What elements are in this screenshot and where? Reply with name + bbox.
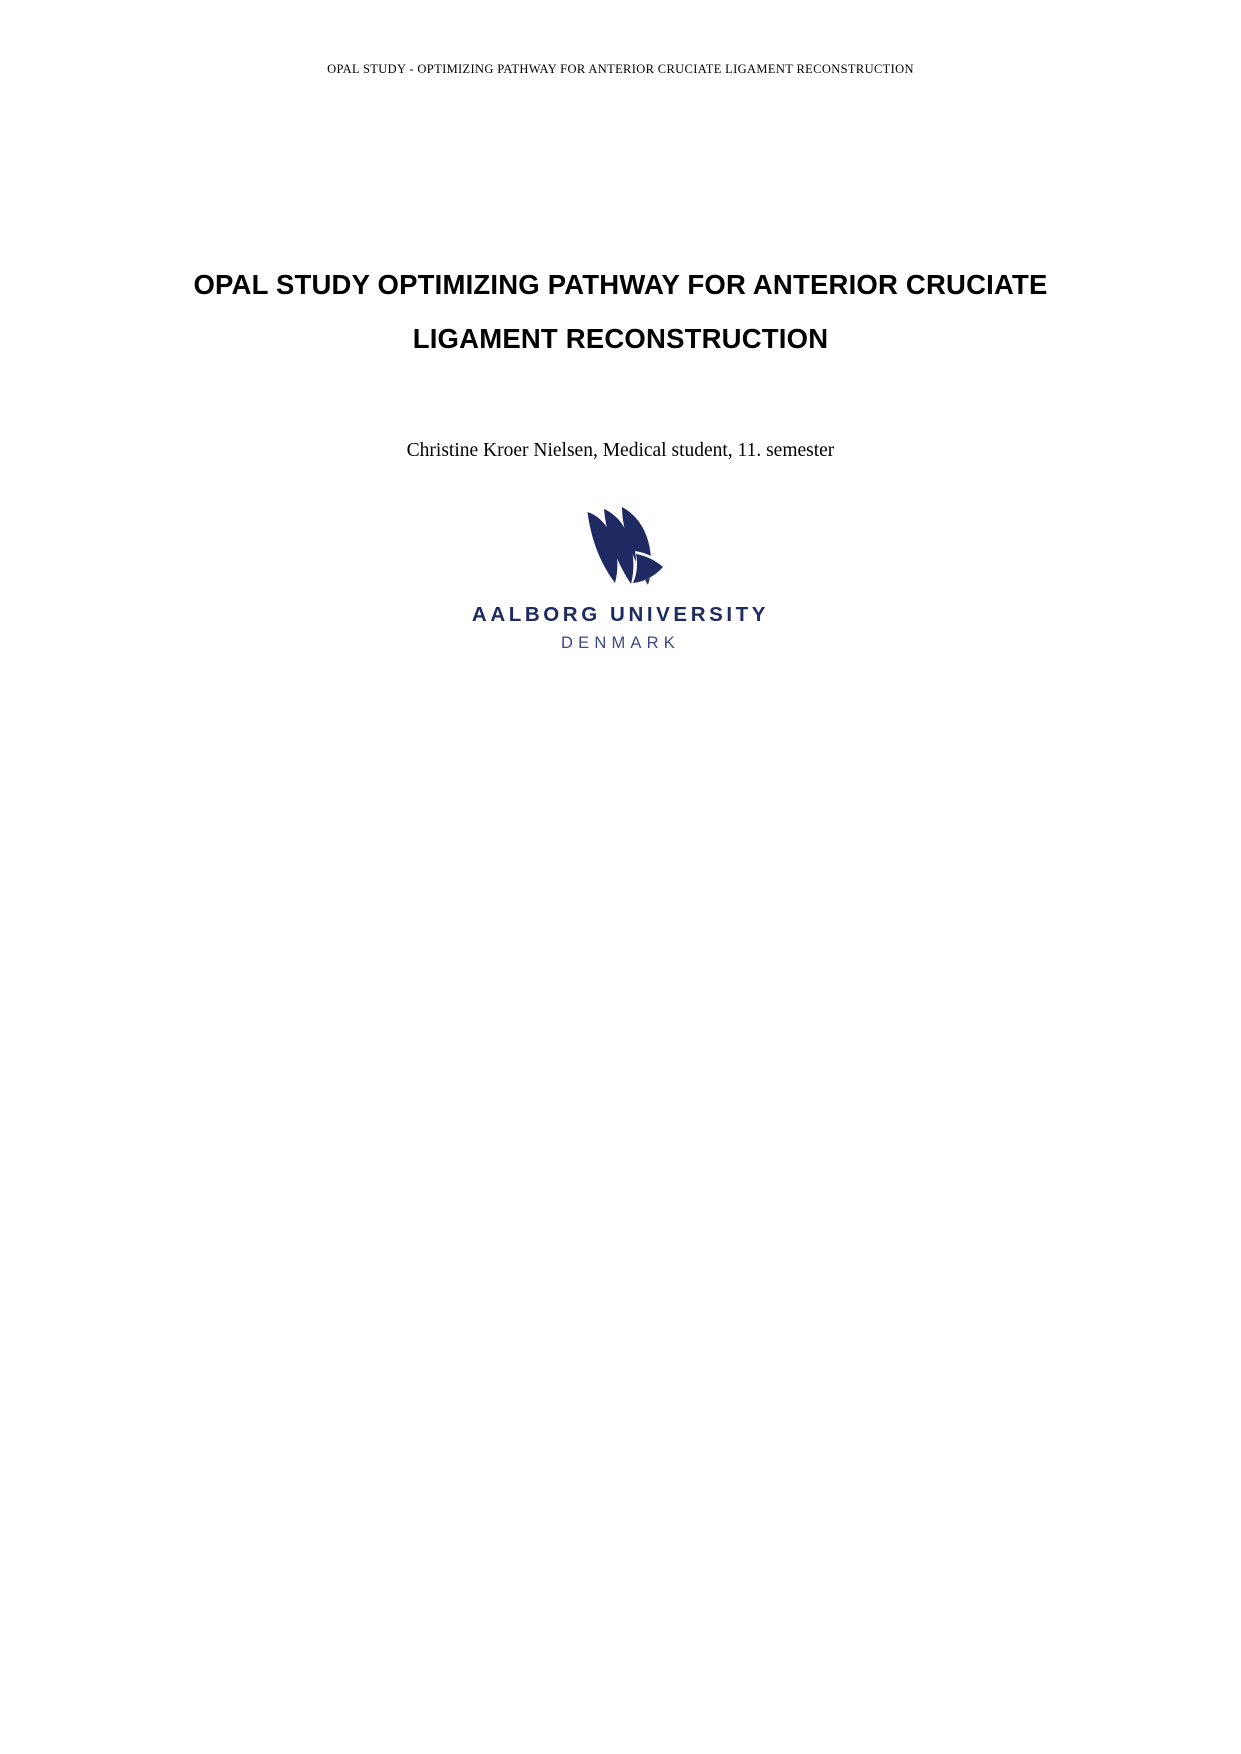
logo-subword: DENMARK [561,634,680,652]
page-title-line-2: LIGAMENT RECONSTRUCTION [412,323,829,354]
logo-wordmark: AALBORG UNIVERSITY [471,603,770,626]
page-title [140,258,1101,366]
author-line: Christine Kroer Nielsen, Medical student, 11. semester [406,440,835,461]
logo-block [140,505,1101,653]
aalborg-university-logo-icon [573,505,669,587]
running-header: OPAL STUDY - OPTIMIZING PATHWAY FOR ANTERIOR CRUCIATE LIGAMENT RECONSTRUCTION [327,62,914,76]
page-title-line-1: OPAL STUDY OPTIMIZING PATHWAY FOR ANTERIOR CRUCIATE [193,269,1048,300]
